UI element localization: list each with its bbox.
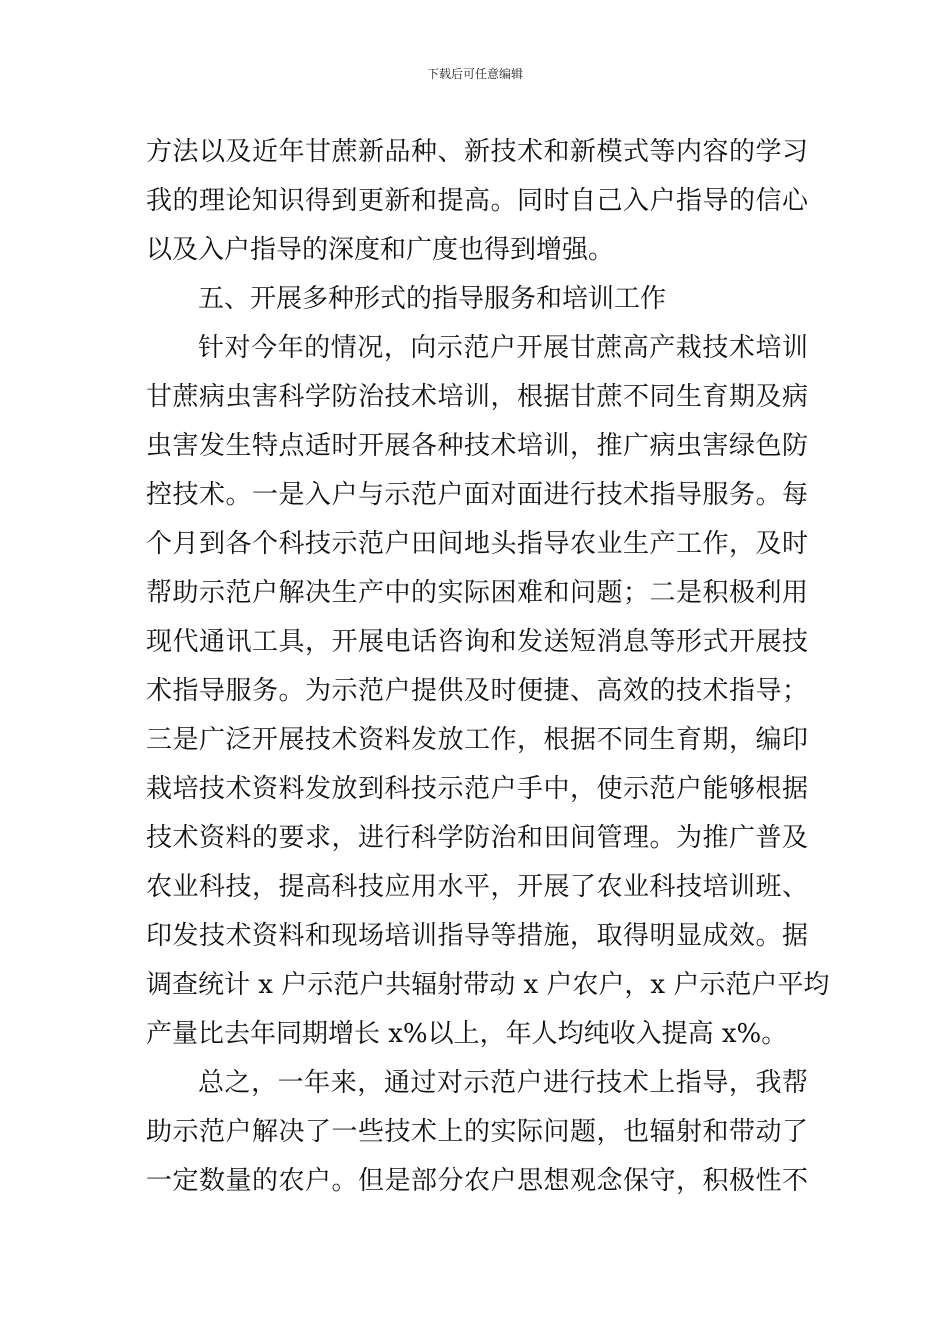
text-line: 三是广泛开展技术资料发放工作，根据不同生育期，编印 [146, 725, 808, 755]
text-line: 助示范户解决了一些技术上的实际问题，也辐射和带动了 [146, 1117, 808, 1147]
text-line: 栽培技术资料发放到科技示范户手中，使示范户能够根据 [146, 774, 808, 804]
text-line: 控技术。一是入户与示范户面对面进行技术指导服务。每 [146, 480, 808, 510]
text-line: 现代通讯工具，开展电话咨询和发送短消息等形式开展技 [146, 627, 808, 657]
text-line: 个月到各个科技示范户田间地头指导农业生产工作，及时 [146, 529, 808, 559]
text-line: 农业科技，提高科技应用水平，开展了农业科技培训班、 [146, 872, 808, 902]
text-line: 一定数量的农户。但是部分农户思想观念保守，积极性不 [146, 1166, 808, 1196]
text-line: 方法以及近年甘蔗新品种、新技术和新模式等内容的学习 [146, 137, 808, 167]
text-line: 我的理论知识得到更新和提高。同时自己入户指导的信心 [146, 186, 808, 216]
text-line: 调查统计 x 户示范户共辐射带动 x 户农户，x 户示范户平均 [146, 970, 830, 1000]
text-line: 虫害发生特点适时开展各种技术培训，推广病虫害绿色防 [146, 431, 808, 461]
document-body [146, 128, 830, 1206]
text-line: 甘蔗病虫害科学防治技术培训，根据甘蔗不同生育期及病 [146, 382, 808, 412]
text-line: 帮助示范户解决生产中的实际困难和问题；二是积极利用 [146, 578, 808, 608]
text-line: 产量比去年同期增长 x%以上，年人均纯收入提高 x%。 [146, 1019, 788, 1049]
text-line: 总之，一年来，通过对示范户进行技术上指导，我帮 [198, 1068, 808, 1098]
text-line: 术指导服务。为示范户提供及时便捷、高效的技术指导； [146, 676, 808, 706]
page-header: 下载后可任意编辑 [426, 67, 523, 81]
text-line: 针对今年的情况，向示范户开展甘蔗高产栽技术培训 [198, 333, 808, 363]
text-line: 印发技术资料和现场培训指导等措施，取得明显成效。据 [146, 921, 808, 951]
text-line: 技术资料的要求，进行科学防治和田间管理。为推广普及 [146, 823, 808, 853]
text-line: 以及入户指导的深度和广度也得到增强。 [146, 235, 615, 265]
section-heading: 五、开展多种形式的指导服务和培训工作 [198, 284, 667, 314]
